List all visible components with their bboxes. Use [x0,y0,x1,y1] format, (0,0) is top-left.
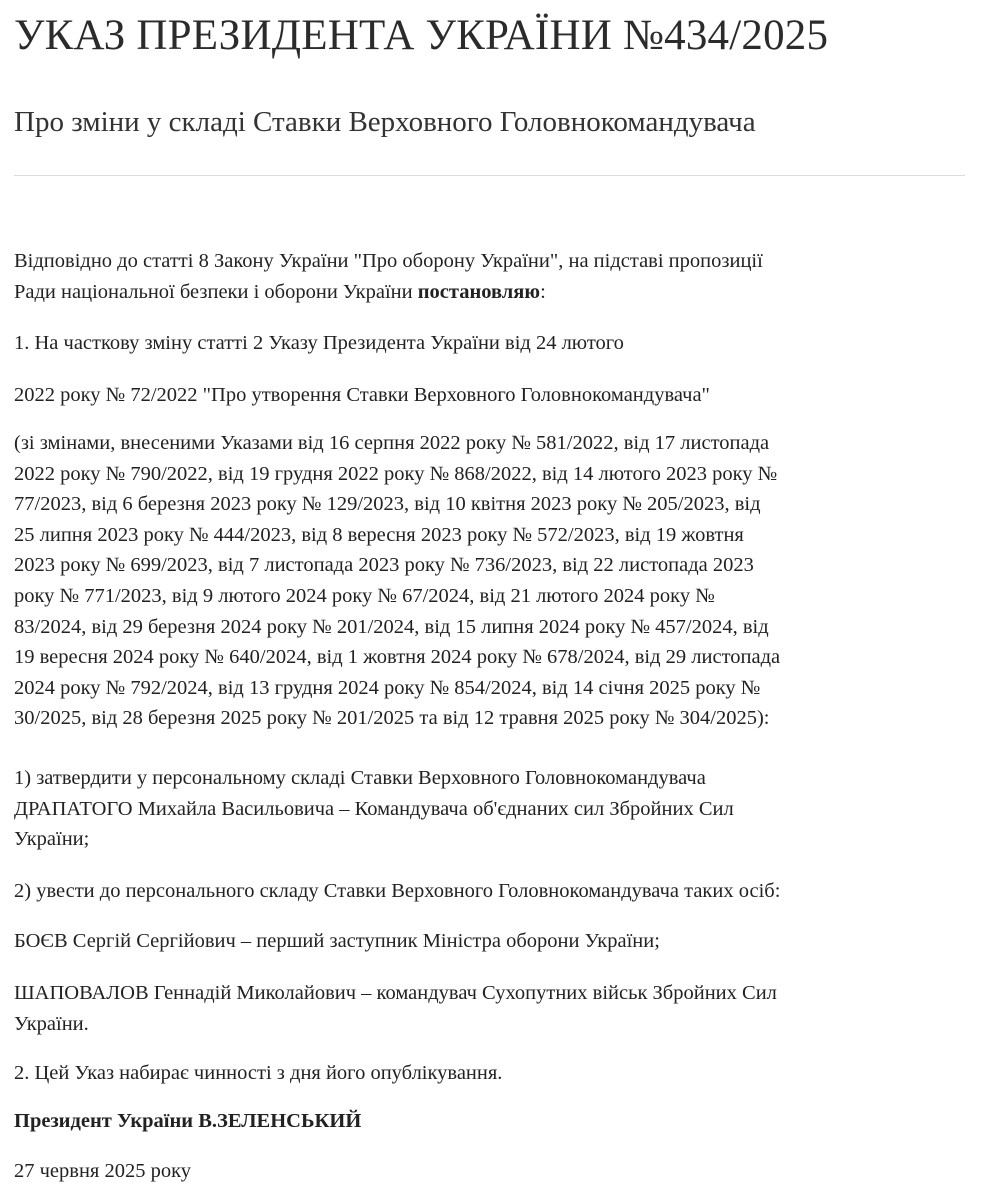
amendments-line: 19 вересня 2024 року № 640/2024, від 1 жовтня 2024 року № 678/2024, від 29 листопада [14,646,781,669]
page-title: УКАЗ ПРЕЗИДЕНТА УКРАЇНИ №434/2025 [14,12,829,59]
subitem-1-line: України; [14,828,90,851]
amendments-line: 77/2023, від 6 березня 2023 року № 129/2023, від 10 квітня 2023 року № 205/2023, від [14,493,761,516]
amendments-line: 83/2024, від 29 березня 2024 року № 201/2024, від 15 липня 2024 року № 457/2024, від [14,615,769,638]
amendments-line: 25 липня 2023 року № 444/2023, від 8 вересня 2023 року № 572/2023, від 19 жовтня [14,523,744,546]
amendments-line: 2023 року № 699/2023, від 7 листопада 2023 року № 736/2023, від 22 листопада 2023 [14,554,754,577]
subitem-2-line: 2) увести до персонального складу Ставки Верховного Головнокомандувача таких осіб: [14,880,781,902]
item-1-line: 2022 року № 72/2022 "Про утворення Ставки Верховного Головнокомандувача" [14,384,710,406]
preamble-paragraph [14,246,974,307]
item-1-reference [14,380,974,411]
decree-keyword: постановляю [417,280,541,303]
item-1-line: 1. На часткову зміну статті 2 Указу Президента України від 24 лютого [14,332,624,354]
subitem-2-paragraph [14,876,974,907]
preamble-line: Відповідно до статті 8 Закону України "Про оборону України", на підставі пропозиції [14,250,763,272]
preamble-text: Ради національної безпеки і оборони України [14,280,418,303]
person-2-paragraph [14,978,974,1039]
amendments-line: (зі змінами, внесеними Указами від 16 серпня 2022 року № 581/2022, від 17 листопада [14,432,770,454]
person-1-line: БОЄВ Сергій Сергійович – перший заступник Міністра оборони України; [14,930,660,952]
item-2-line: 2. Цей Указ набирає чинності з дня його опублікування. [14,1062,503,1084]
amendments-line: 2022 року № 790/2022, від 19 грудня 2022 року № 868/2022, від 14 лютого 2023 року № [14,462,778,485]
subitem-1-line: 1) затвердити у персональному складі Ставки Верховного Головнокомандувача [14,767,706,789]
preamble-colon: : [540,280,546,303]
signature-line: Президент України В.ЗЕЛЕНСЬКИЙ [14,1110,362,1132]
item-1-paragraph [14,328,974,359]
preamble-line [14,277,974,308]
person-1-paragraph [14,926,974,957]
signature [14,1106,974,1137]
title-divider [14,175,965,176]
page-subtitle: Про зміни у складі Ставки Верховного Головнокомандувача [14,106,756,138]
amendments-paragraph [14,428,974,734]
subitem-1-paragraph [14,763,974,855]
amendments-line: 30/2025, від 28 березня 2025 року № 201/2025 та від 12 травня 2025 року № 304/2025): [14,707,770,730]
amendments-line: 2024 року № 792/2024, від 13 грудня 2024 року № 854/2024, від 14 січня 2025 року № [14,676,761,699]
item-2-paragraph [14,1058,974,1089]
decree-date [14,1156,974,1187]
person-2-line: ШАПОВАЛОВ Геннадій Миколайович – командувач Сухопутних військ Збройних Сил [14,982,777,1004]
person-2-line: України. [14,1012,89,1035]
date-line: 27 червня 2025 року [14,1160,192,1182]
subitem-1-line: ДРАПАТОГО Михайла Васильовича – Командувача об'єднаних сил Збройних Сил [14,797,734,820]
amendments-line: року № 771/2023, від 9 лютого 2024 року № 67/2024, від 21 лютого 2024 року № [14,584,715,607]
